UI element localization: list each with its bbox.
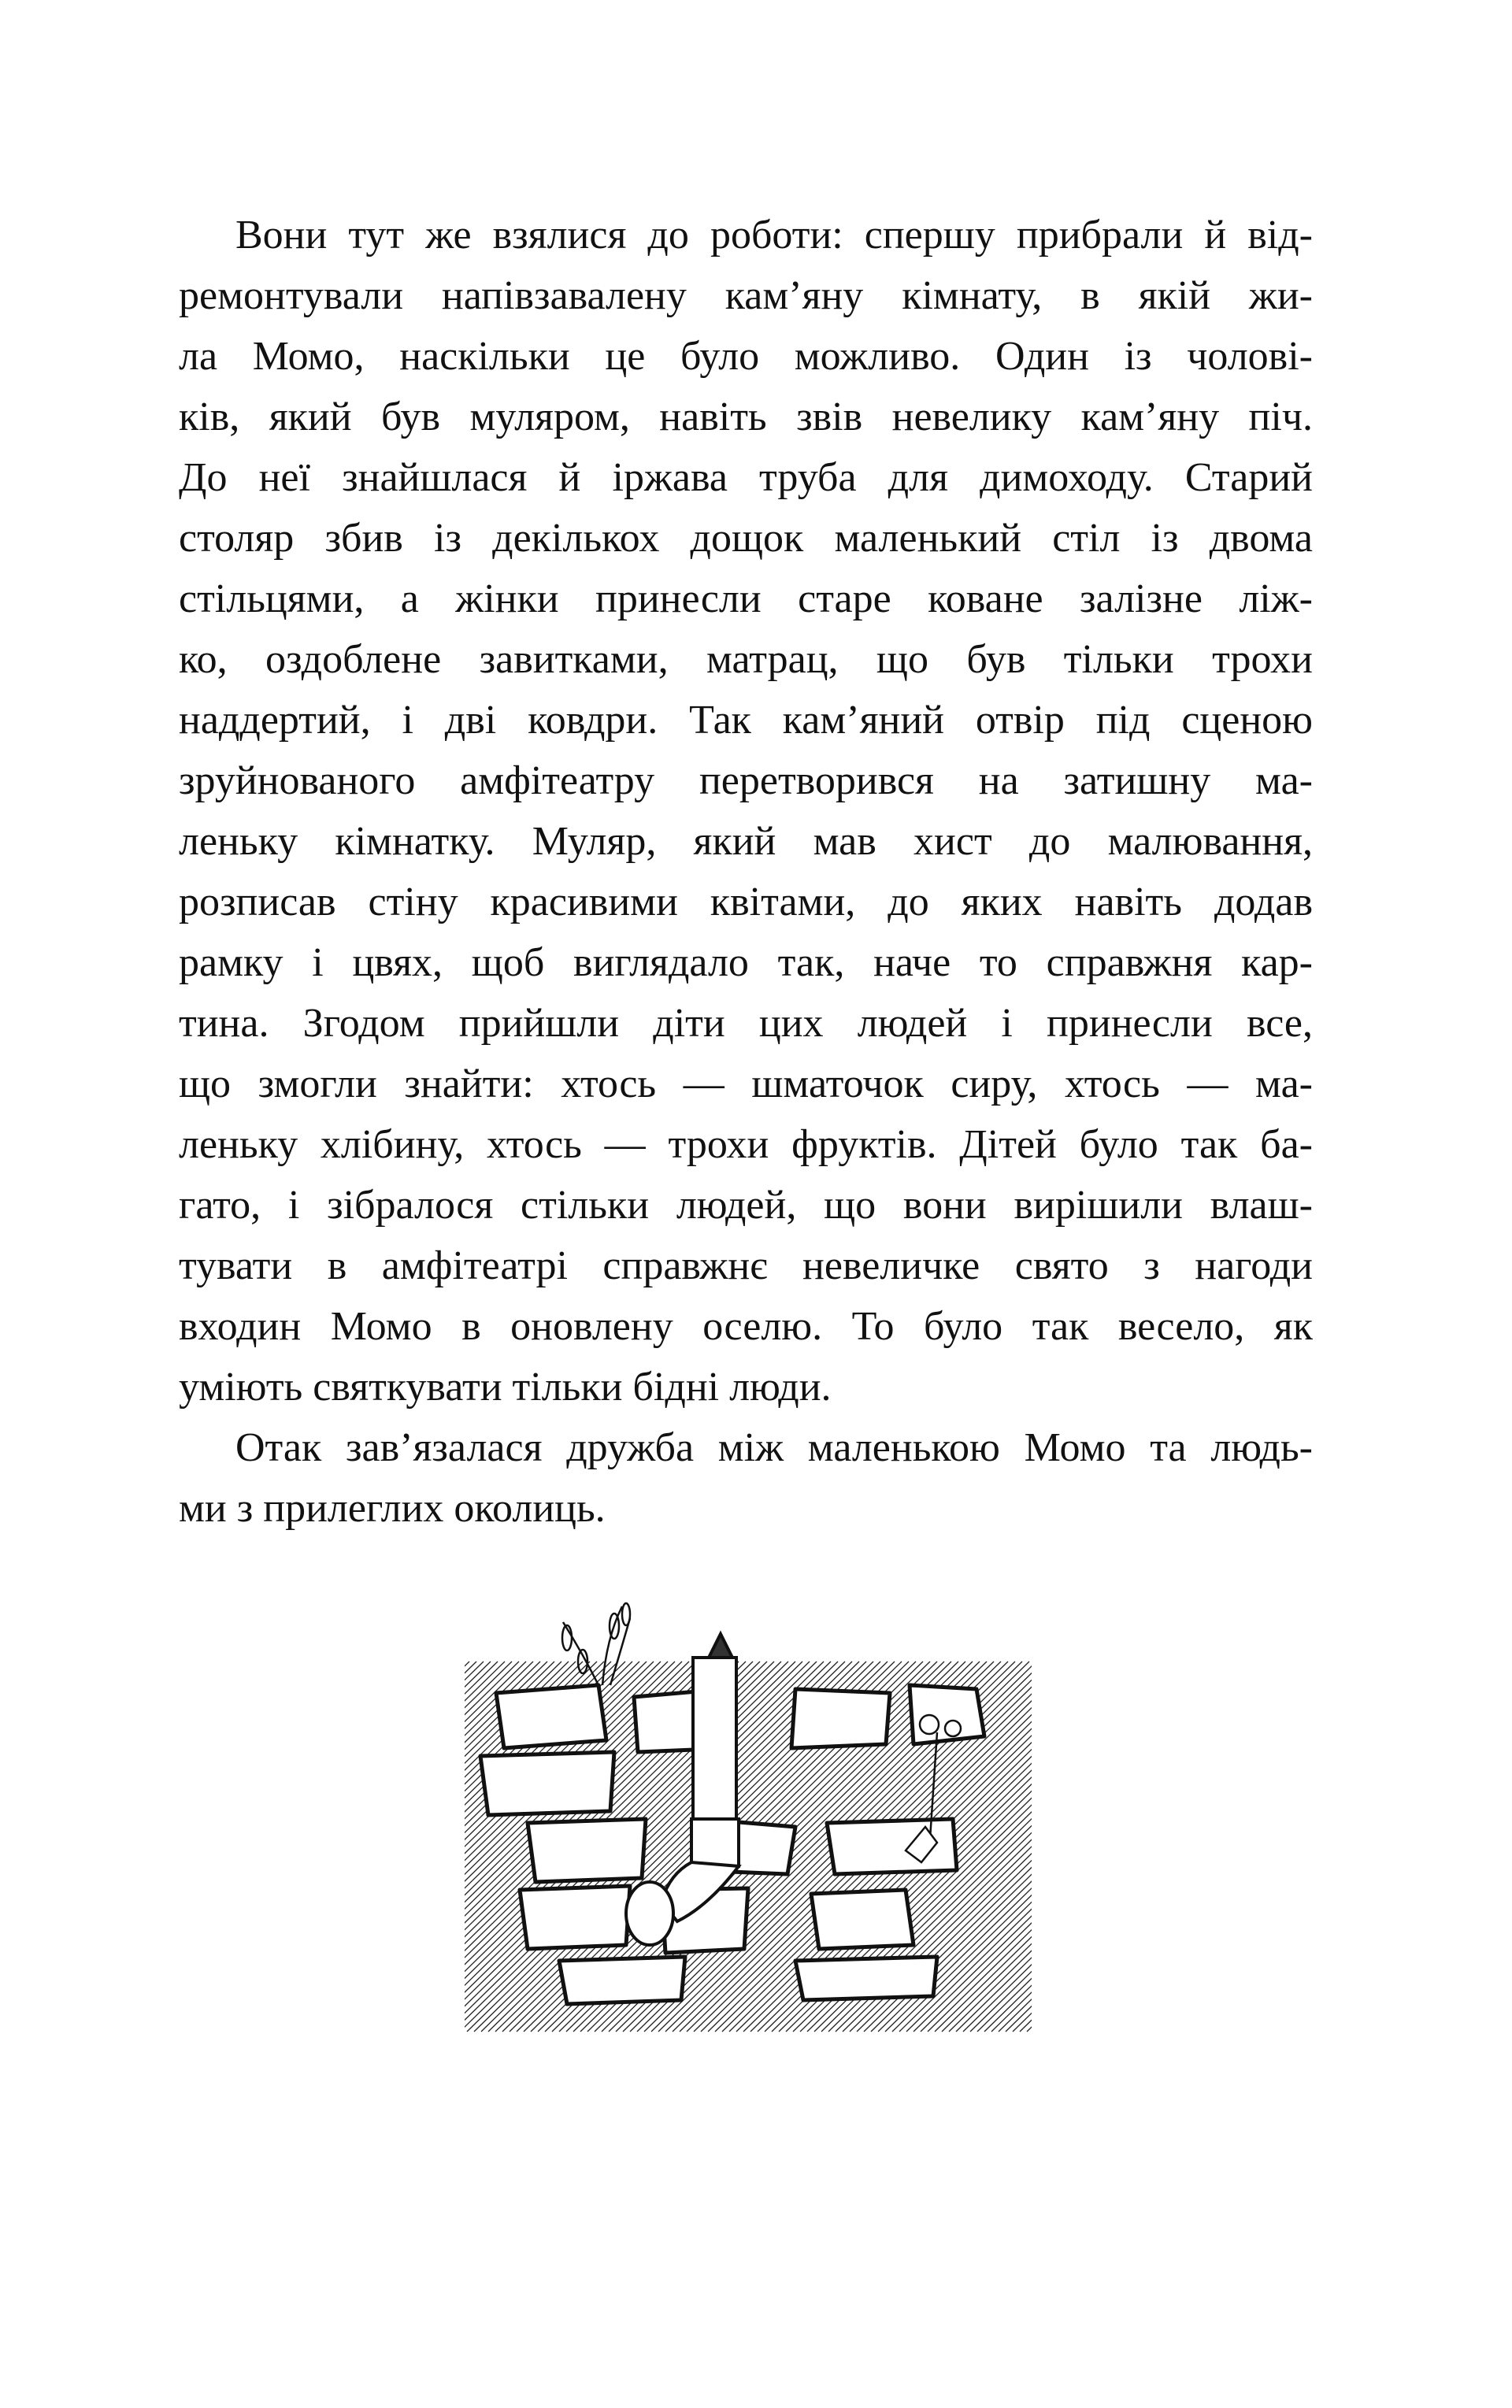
- text-line: ремонтували напівзавалену кам’яну кімнату, в якій жи-: [179, 273, 1313, 318]
- text-line: До неї знайшлася й іржава труба для димоходу. Старий: [179, 455, 1313, 500]
- text-line: уміють святкувати тільки бідні люди.: [179, 1365, 832, 1410]
- stone: [811, 1890, 914, 1949]
- stone: [496, 1685, 606, 1748]
- stone: [528, 1819, 646, 1882]
- text-line: ла Момо, наскільки це було можливо. Один із чолові-: [179, 334, 1313, 379]
- text-line: тина. Згодом прийшли діти цих людей і принесли все,: [179, 1001, 1313, 1046]
- text-line: стільцями, а жінки принесли старе коване залізне ліж-: [179, 576, 1313, 621]
- body-text: [179, 205, 1313, 1539]
- stone: [559, 1957, 685, 2004]
- text-line: Вони тут же взялися до роботи: спершу прибрали й від-: [235, 213, 1313, 257]
- stone: [480, 1752, 614, 1815]
- hatch-line: [465, 1662, 491, 2032]
- plant-leaves: [562, 1603, 630, 1685]
- text-line: ко, оздоблене завитками, матрац, що був тільки трохи: [179, 637, 1313, 682]
- text-line: ків, який був муляром, навіть звів невелику кам’яну піч.: [179, 395, 1313, 439]
- text-line: гато, і зібралося стільки людей, що вони вирішили влаш-: [179, 1183, 1313, 1228]
- text-line: Отак зав’язалася дружба між маленькою Момо та людь-: [235, 1425, 1313, 1470]
- hatch-line: [991, 1662, 1032, 2032]
- stone-wall-chimney-illustration: [465, 1591, 1032, 2079]
- stone: [795, 1957, 937, 2000]
- text-line: тувати в амфітеатрі справжнє невеличке свято з нагоди: [179, 1243, 1313, 1288]
- stone: [910, 1685, 984, 1744]
- stone: [827, 1819, 957, 1874]
- text-line: ми з прилеглих околиць.: [179, 1486, 606, 1531]
- hatch-line: [1006, 1662, 1032, 2032]
- text-line: рамку і цвях, щоб виглядало так, наче то справжня кар-: [179, 940, 1313, 985]
- hatch-line: [977, 1662, 1032, 2032]
- text-line: розписав стіну красивими квітами, до яких навіть додав: [179, 880, 1313, 924]
- text-line: наддертий, і дві ковдри. Так кам’яний отвір під сценою: [179, 698, 1313, 743]
- text-line: зруйнованого амфітеатру перетворився на затишну ма-: [179, 758, 1313, 803]
- stone: [791, 1689, 890, 1748]
- stone: [520, 1886, 630, 1949]
- text-line: столяр збив із декількох дощок маленький стіл із двома: [179, 516, 1313, 561]
- text-line: що змогли знайти: хтось — шматочок сиру, хтось — ма-: [179, 1061, 1313, 1106]
- text-line: леньку хлібину, хтось — трохи фруктів. Дітей було так ба-: [179, 1122, 1313, 1167]
- text-line: входин Момо в оновлену оселю. То було так весело, як: [179, 1304, 1313, 1349]
- text-line: леньку кімнатку. Муляр, який мав хист до малювання,: [179, 819, 1313, 864]
